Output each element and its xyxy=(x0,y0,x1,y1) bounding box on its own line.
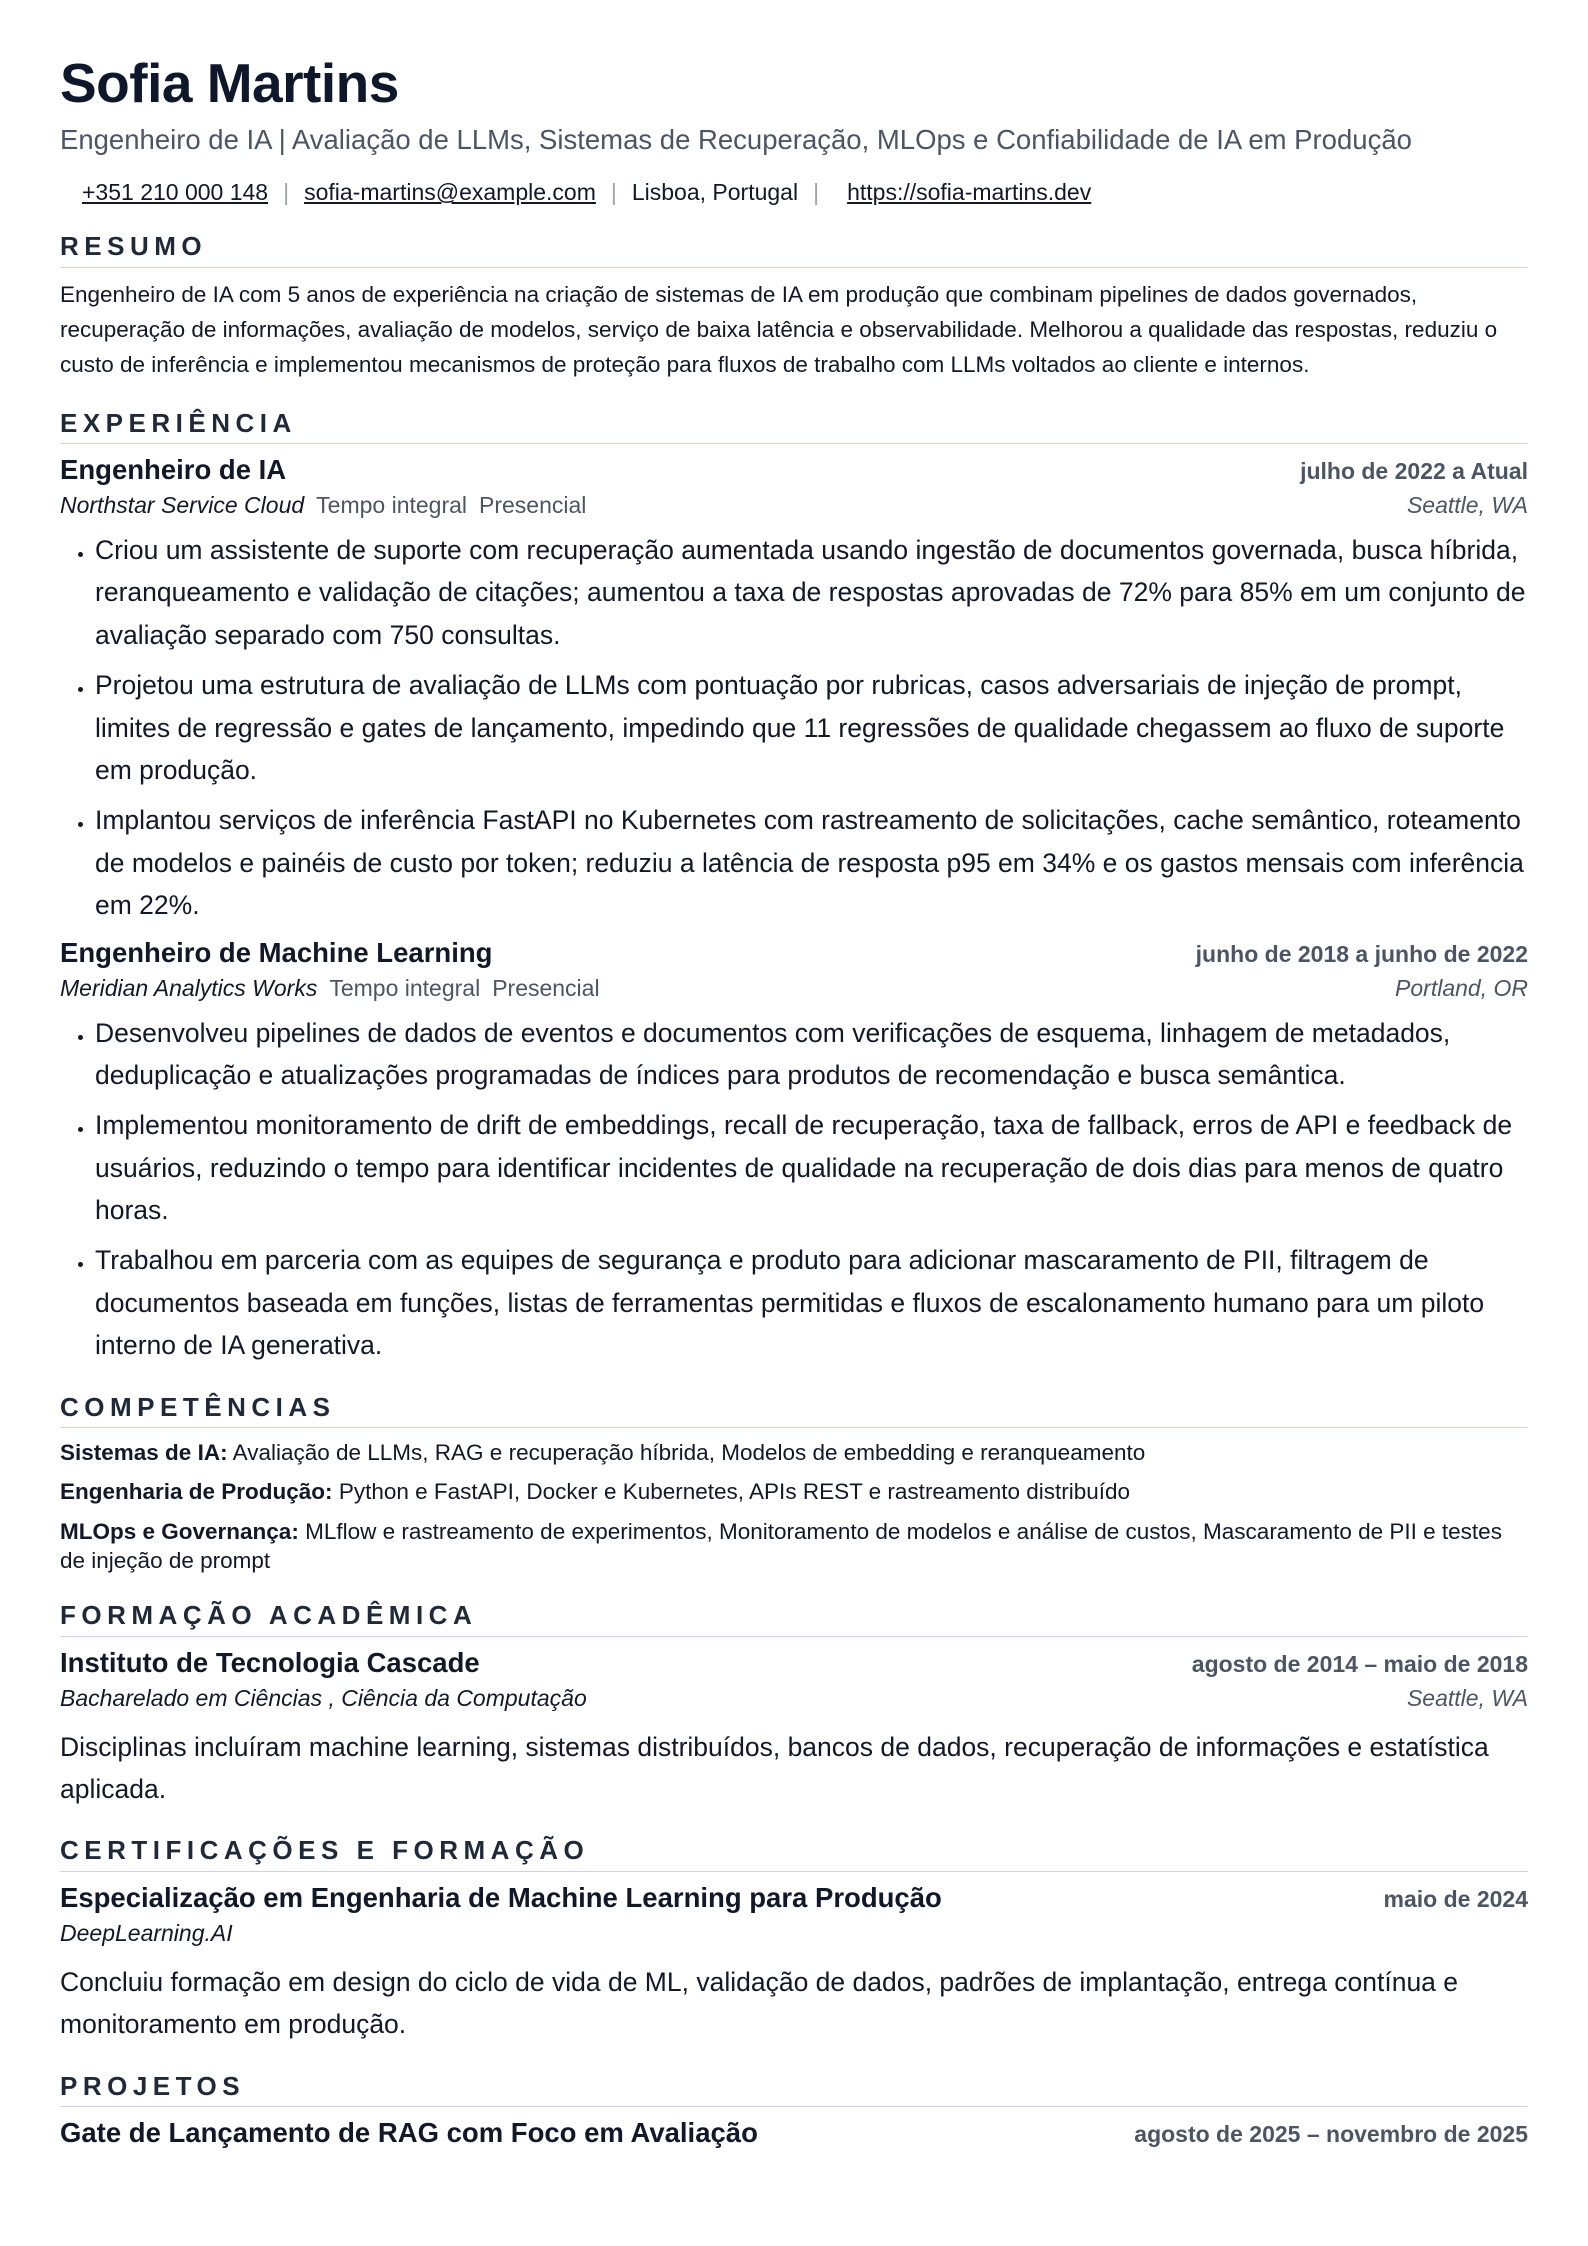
project-name: Gate de Lançamento de RAG com Foco em Avaliação xyxy=(60,2117,758,2149)
phone-link[interactable]: +351 210 000 148 xyxy=(82,179,269,206)
bullet-item: • Desenvolveu pipelines de dados de eventos e documentos com verificações de esquema, linhagem de metadados, deduplicação e atualizações programadas de índices para produtos de recomendação e busca semântica. xyxy=(95,1012,1528,1097)
education-location: Seattle, WA xyxy=(1406,1684,1528,1711)
certification-name: Especialização em Engenharia de Machine Learning para Produção xyxy=(60,1881,942,1913)
certification-description: Concluiu formação em design do ciclo de vida de ML, validação de dados, padrões de implantação, entrega contínua e monitoramento em produção. xyxy=(60,1966,1459,2040)
degree-name: Bacharelado em Ciências , Ciência da Computação xyxy=(60,1684,587,1711)
section-title-summary: RESUMO xyxy=(60,230,1528,268)
projects-section xyxy=(60,2070,1528,2150)
skill-value: Python e FastAPI, Docker e Kubernetes, APIs REST e rastreamento distribuído xyxy=(338,1479,1131,1505)
summary-text: Engenheiro de IA com 5 anos de experiência na criação de sistemas de IA em produção que combinam pipelines de dados governados, recuperação de informações, avaliação de modelos, serviço de baixa latência e observabilidade. Melhorou a qualidade das respostas, reduziu o custo de inferência e implementou mecanismos de proteção para fluxos de trabalho com LLMs voltados ao cliente e internos. xyxy=(60,281,1498,377)
education-dates: agosto de 2014 – maio de 2018 xyxy=(1191,1650,1528,1677)
contact-separator: | xyxy=(610,179,617,206)
project-dates: agosto de 2025 – novembro de 2025 xyxy=(1134,2121,1528,2148)
skill-value: MLflow e rastreamento de experimentos, Monitoramento de modelos e análise de custos, Mascaramento de PII e testes de injeção de prompt xyxy=(60,1518,1502,1573)
section-title-education: FORMAÇÃO ACADÊMICA xyxy=(60,1599,1528,1637)
skill-value: Avaliação de LLMs, RAG e recuperação híbrida, Modelos de embedding e reranqueamento xyxy=(232,1440,1146,1466)
skill-label: Sistemas de IA: xyxy=(60,1440,228,1466)
contact-separator: | xyxy=(283,179,290,206)
job-bullets xyxy=(60,529,1528,927)
location-text: Lisboa, Portugal xyxy=(631,179,799,206)
experience-entry xyxy=(60,454,1528,927)
bullet-item: • Trabalhou em parceria com as equipes de segurança e produto para adicionar mascaramento de PII, filtragem de documentos baseada em funções, listas de ferramentas permitidas e fluxos de escalonamento humano para um piloto interno de IA generativa. xyxy=(95,1239,1528,1366)
job-location: Seattle, WA xyxy=(1406,492,1528,518)
candidate-name: Sofia Martins xyxy=(60,52,399,114)
bullet-item: • Projetou uma estrutura de avaliação de LLMs com pontuação por rubricas, casos adversariais de injeção de prompt, limites de regressão e gates de lançamento, impedindo que 11 regressões de qualidade chegassem ao fluxo de suporte em produção. xyxy=(95,664,1528,791)
bullet-item: • Implantou serviços de inferência FastAPI no Kubernetes com rastreamento de solicitações, cache semântico, roteamento de modelos e painéis de custo por token; reduziu a latência de resposta p95 em 34% e os gastos mensais com inferência em 22%. xyxy=(95,799,1528,926)
summary-section xyxy=(60,230,1528,382)
website-link[interactable]: https://sofia-martins.dev xyxy=(847,179,1092,206)
experience-section xyxy=(60,407,1528,1367)
bullet-item: • Criou um assistente de suporte com recuperação aumentada usando ingestão de documentos governada, busca híbrida, reranqueamento e validação de citações; aumentou a taxa de respostas aprovadas de 72% para 85% em um conjunto de avaliação separado com 750 consultas. xyxy=(95,529,1528,656)
section-title-projects: PROJETOS xyxy=(60,2070,1528,2108)
school-name: Instituto de Tecnologia Cascade xyxy=(60,1646,480,1678)
certification-issuer: DeepLearning.AI xyxy=(60,1919,233,1946)
email-link[interactable]: sofia-martins@example.com xyxy=(304,179,596,206)
work-mode: Presencial xyxy=(492,974,600,1001)
skills-section xyxy=(60,1391,1528,1576)
section-title-skills: COMPETÊNCIAS xyxy=(60,1391,1528,1429)
job-title: Engenheiro de Machine Learning xyxy=(60,936,493,968)
work-mode: Presencial xyxy=(479,492,587,518)
candidate-headline: Engenheiro de IA | Avaliação de LLMs, Sistemas de Recuperação, MLOps e Confiabilidade de IA em Produção xyxy=(60,124,1412,155)
employment-type: Tempo integral xyxy=(329,974,481,1001)
experience-entry xyxy=(60,937,1528,1367)
certification-date: maio de 2024 xyxy=(1383,1885,1528,1912)
company-name: Northstar Service Cloud xyxy=(60,492,305,518)
job-location: Portland, OR xyxy=(1395,974,1528,1001)
job-dates: julho de 2022 a Atual xyxy=(1300,458,1528,484)
section-title-experience: EXPERIÊNCIA xyxy=(60,407,1528,445)
company-name: Meridian Analytics Works xyxy=(60,974,318,1001)
skill-row xyxy=(60,1517,1528,1576)
job-dates: junho de 2018 a junho de 2022 xyxy=(1195,940,1528,967)
education-description: Disciplinas incluíram machine learning, sistemas distribuídos, bancos de dados, recuperação de informações e estatística aplicada. xyxy=(60,1731,1489,1805)
education-section xyxy=(60,1599,1528,1810)
skill-label: Engenharia de Produção: xyxy=(60,1479,333,1505)
resume-header xyxy=(60,52,1528,206)
contact-separator: | xyxy=(813,179,820,206)
contact-bar xyxy=(60,179,1528,206)
certifications-section xyxy=(60,1834,1528,2045)
job-bullets xyxy=(60,1012,1528,1367)
skill-row xyxy=(60,1438,1528,1467)
section-title-certifications: CERTIFICAÇÕES E FORMAÇÃO xyxy=(60,1834,1528,1872)
skill-row xyxy=(60,1477,1528,1506)
skill-label: MLOps e Governança: xyxy=(60,1518,299,1544)
employment-type: Tempo integral xyxy=(316,492,468,518)
job-title: Engenheiro de IA xyxy=(60,454,287,485)
bullet-item: • Implementou monitoramento de drift de embeddings, recall de recuperação, taxa de fallback, erros de API e feedback de usuários, reduzindo o tempo para identificar incidentes de qualidade na recuperação de dois dias para menos de quatro horas. xyxy=(95,1104,1528,1231)
